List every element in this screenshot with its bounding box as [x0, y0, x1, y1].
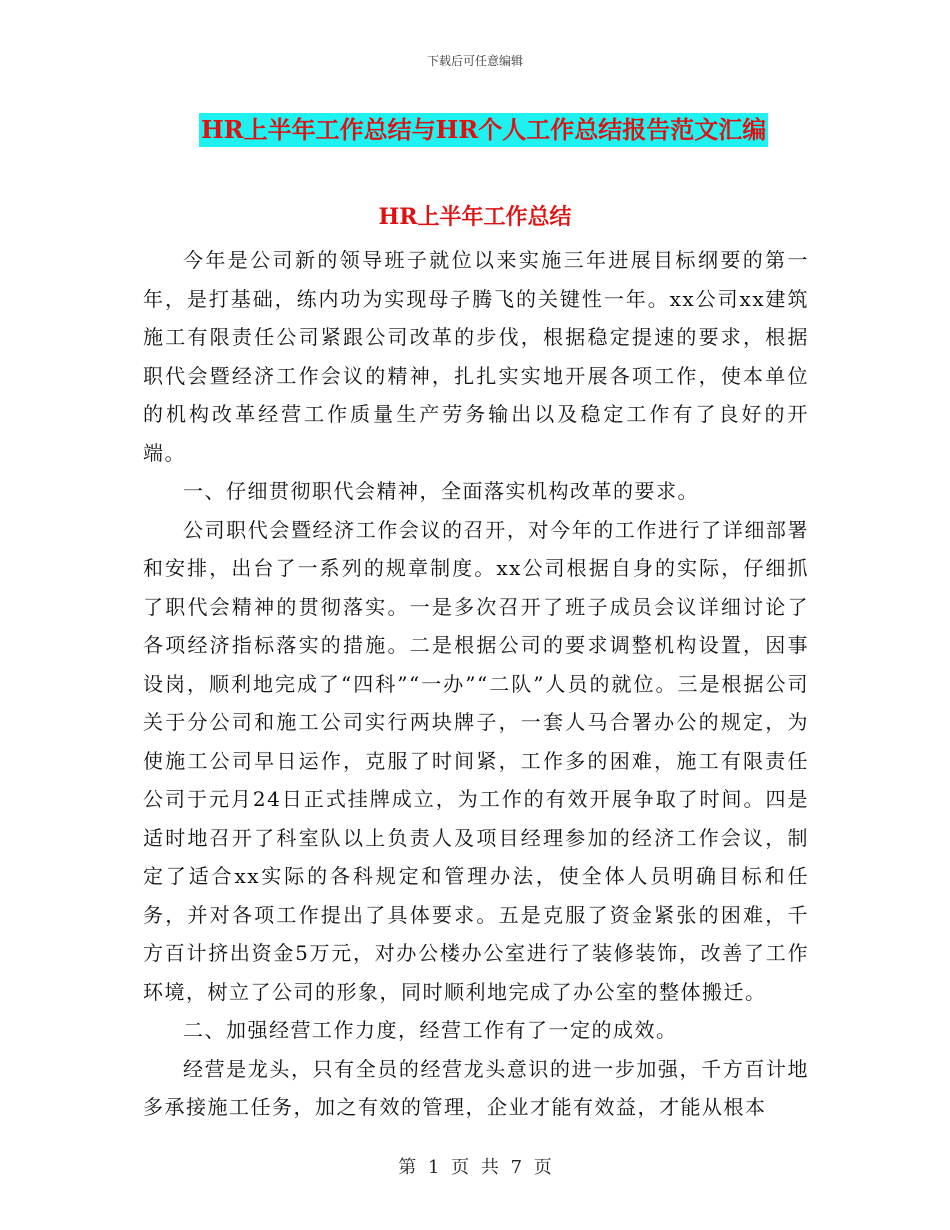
paragraph-section-2: 经营是龙头，只有全员的经营龙头意识的进一步加强，千方百计地多承接施工任务，加之有效的管理，企业才能有效益，才能从根本: [143, 1056, 809, 1119]
section-title: HR上半年工作总结: [378, 204, 572, 230]
document-body: [143, 241, 809, 1127]
page-header-note: 下载后可任意编辑: [426, 54, 523, 68]
paragraph-heading-1: 一、仔细贯彻职代会精神，全面落实机构改革的要求。: [183, 479, 699, 503]
paragraph-intro: 今年是公司新的领导班子就位以来实施三年进展目标纲要的第一年，是打基础，练内功为实现母子腾飞的关键性一年。xx公司xx建筑施工有限责任公司紧跟公司改革的步伐，根据稳定提速的要求，根据职代会暨经济工作会议的精神，扎扎实实地开展各项工作，使本单位的机构改革经营工作质量生产劳务输出以及稳定工作有了良好的开端。: [143, 248, 809, 465]
page-number-footer: 第 1 页 共 7 页: [398, 1157, 552, 1178]
paragraph-section-1: 公司职代会暨经济工作会议的召开，对今年的工作进行了详细部署和安排，出台了一系列的规章制度。xx公司根据自身的实际，仔细抓了职代会精神的贯彻落实。一是多次召开了班子成员会议详细讨论了各项经济指标落实的措施。二是根据公司的要求调整机构设置，因事设岗，顺利地完成了“四科”“一办”“二队”人员的就位。三是根据公司关于分公司和施工公司实行两块牌子，一套人马合署办公的规定，为使施工公司早日运作，克服了时间紧，工作多的困难，施工有限责任公司于元月24日正式挂牌成立，为工作的有效开展争取了时间。四是适时地召开了科室队以上负责人及项目经理参加的经济工作会议，制定了适合xx实际的各科规定和管理办法，使全体人员明确目标和任务，并对各项工作提出了具体要求。五是克服了资金紧张的困难，千方百计挤出资金5万元，对办公楼办公室进行了装修装饰，改善了工作环境，树立了公司的形象，同时顺利地完成了办公室的整体搬迁。: [143, 517, 809, 1004]
document-title: HR上半年工作总结与HR个人工作总结报告范文汇编: [199, 113, 768, 147]
paragraph-heading-2: 二、加强经营工作力度，经营工作有了一定的成效。: [183, 1018, 678, 1042]
